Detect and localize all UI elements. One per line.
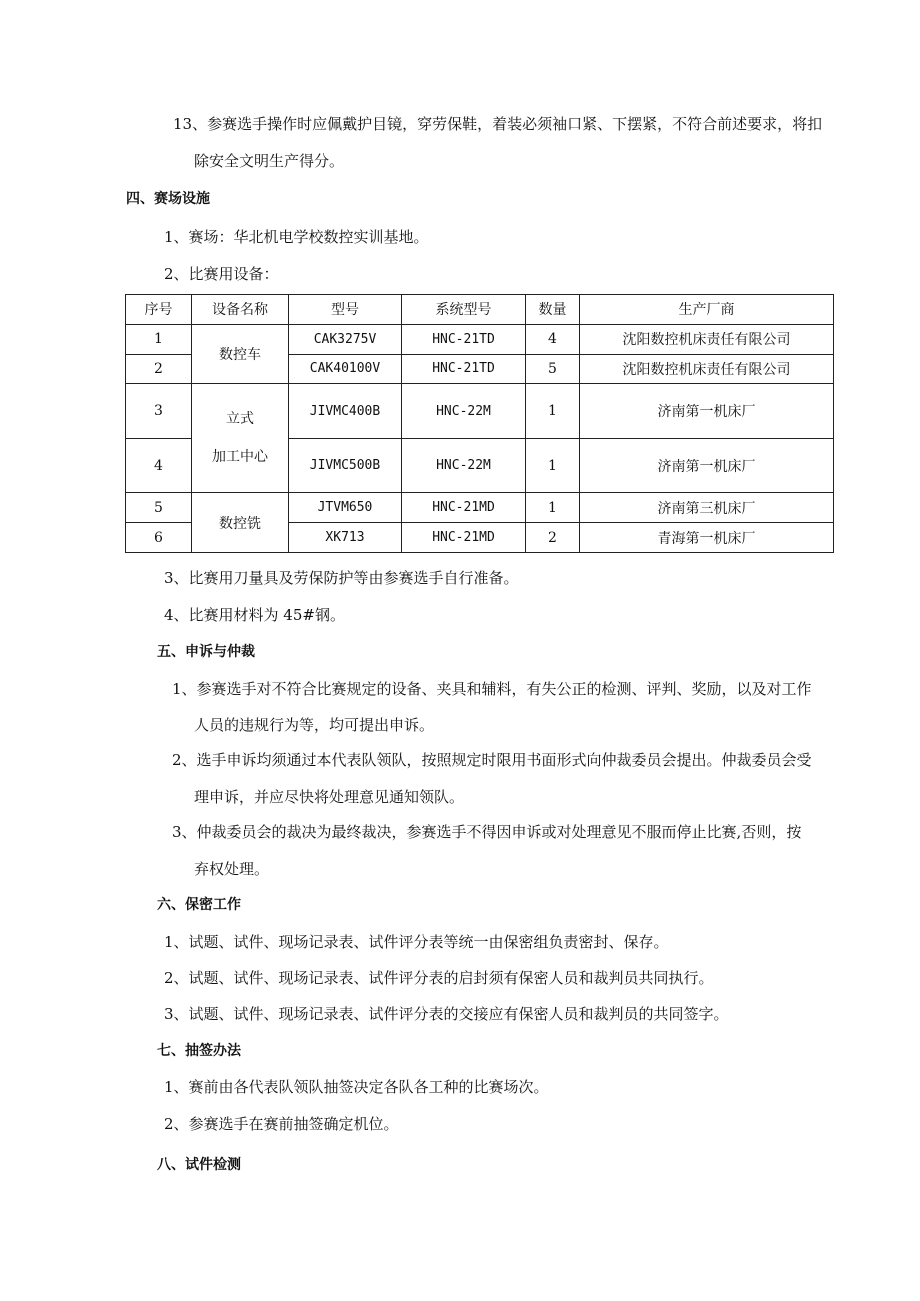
cell-device-name (192, 384, 289, 493)
cell-no: 5 (126, 493, 192, 523)
cell-quantity: 1 (526, 493, 580, 523)
table-row (126, 384, 834, 439)
header-device-name: 设备名称 (192, 295, 289, 325)
section-7-item-1: 1、赛前由各代表队领队抽签决定各队各工种的比赛场次。 (164, 1078, 549, 1096)
table-row (126, 493, 834, 523)
section-5-item-3-line-2: 弃权处理。 (194, 860, 270, 878)
header-manufacturer: 生产厂商 (580, 295, 834, 325)
section-5-item-1-line-2: 人员的违规行为等，均可提出申诉。 (194, 716, 435, 734)
cell-model: JIVMC500B (289, 438, 402, 493)
section-4-item-4: 4、比赛用材料为 45#钢。 (164, 606, 345, 624)
section-4-heading: 四、赛场设施 (126, 191, 210, 207)
table-header-row (126, 295, 834, 325)
cell-quantity: 4 (526, 324, 580, 354)
section-6-item-3: 3、试题、试件、现场记录表、试件评分表的交接应有保密人员和裁判员的共同签字。 (164, 1005, 729, 1023)
equipment-table (125, 294, 834, 553)
header-no: 序号 (126, 295, 192, 325)
section-6-item-1: 1、试题、试件、现场记录表、试件评分表等统一由保密组负责密封、保存。 (164, 933, 669, 951)
cell-device-name: 数控车 (192, 324, 289, 384)
section-4-item-1: 1、赛场：华北机电学校数控实训基地。 (164, 228, 429, 246)
section-6-item-2: 2、试题、试件、现场记录表、试件评分表的启封须有保密人员和裁判员共同执行。 (164, 969, 714, 987)
cell-manufacturer: 沈阳数控机床责任有限公司 (580, 354, 834, 384)
section-7-heading: 七、抽签办法 (157, 1043, 241, 1059)
cell-model: JIVMC400B (289, 384, 402, 439)
cell-model: CAK3275V (289, 324, 402, 354)
cell-manufacturer: 青海第一机床厂 (580, 523, 834, 553)
cell-system-model: HNC-21TD (402, 324, 526, 354)
section-7-item-2: 2、参赛选手在赛前抽签确定机位。 (164, 1115, 399, 1133)
header-model: 型号 (289, 295, 402, 325)
device-name-line-1: 立式 (226, 411, 254, 428)
cell-system-model: HNC-22M (402, 438, 526, 493)
cell-no: 6 (126, 523, 192, 553)
cell-manufacturer: 沈阳数控机床责任有限公司 (580, 324, 834, 354)
section-5-item-1-line-1: 1、参赛选手对不符合比赛规定的设备、夹具和辅料，有失公正的检测、评判、奖励，以及对工作 (172, 680, 812, 698)
section-4-item-3: 3、比赛用刀量具及劳保防护等由参赛选手自行准备。 (164, 569, 519, 587)
cell-manufacturer: 济南第三机床厂 (580, 493, 834, 523)
cell-quantity: 2 (526, 523, 580, 553)
cell-model: XK713 (289, 523, 402, 553)
cell-quantity: 1 (526, 438, 580, 493)
cell-manufacturer: 济南第一机床厂 (580, 438, 834, 493)
section-5-item-2-line-2: 理申诉，并应尽快将处理意见通知领队。 (194, 788, 465, 806)
section-4-item-2: 2、比赛用设备： (164, 265, 279, 283)
cell-system-model: HNC-21MD (402, 493, 526, 523)
section-6-heading: 六、保密工作 (157, 897, 241, 913)
section-5-heading: 五、申诉与仲裁 (157, 644, 255, 660)
header-quantity: 数量 (526, 295, 580, 325)
section-5-item-2-line-1: 2、选手申诉均须通过本代表队领队，按照规定时限用书面形式向仲裁委员会提出。仲裁委员会受 (172, 751, 812, 769)
cell-system-model: HNC-21TD (402, 354, 526, 384)
cell-system-model: HNC-21MD (402, 523, 526, 553)
table-row (126, 324, 834, 354)
cell-device-name: 数控铣 (192, 493, 289, 553)
cell-model: JTVM650 (289, 493, 402, 523)
cell-system-model: HNC-22M (402, 384, 526, 439)
cell-no: 3 (126, 384, 192, 439)
cell-manufacturer: 济南第一机床厂 (580, 384, 834, 439)
rule-13-line-1: 13、参赛选手操作时应佩戴护目镜，穿劳保鞋，着装必须袖口紧、下摆紧，不符合前述要求，将扣 (173, 115, 823, 133)
cell-no: 4 (126, 438, 192, 493)
section-5-item-3-line-1: 3、仲裁委员会的裁决为最终裁决，参赛选手不得因申诉或对处理意见不服而停止比赛,否则，按 (172, 823, 802, 841)
cell-no: 2 (126, 354, 192, 384)
section-8-heading: 八、试件检测 (157, 1157, 241, 1173)
rule-13-line-2: 除安全文明生产得分。 (194, 152, 345, 170)
cell-model: CAK40100V (289, 354, 402, 384)
header-system-model: 系统型号 (402, 295, 526, 325)
cell-quantity: 5 (526, 354, 580, 384)
cell-quantity: 1 (526, 384, 580, 439)
device-name-line-2: 加工中心 (212, 449, 268, 466)
cell-no: 1 (126, 324, 192, 354)
